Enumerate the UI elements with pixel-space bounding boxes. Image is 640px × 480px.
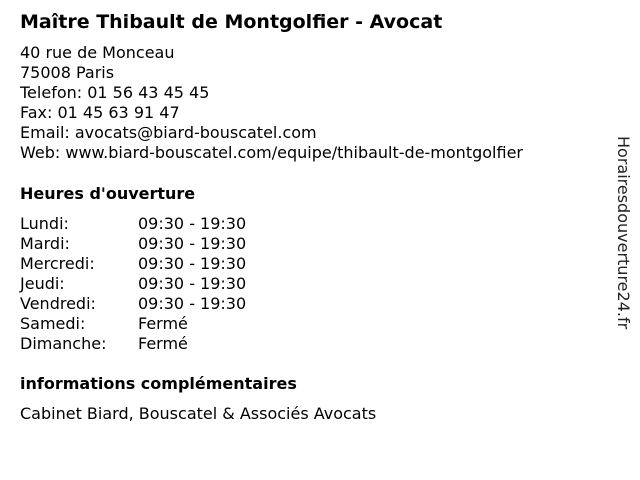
hours-row-friday: [20, 294, 246, 314]
day-label: Samedi:: [20, 314, 86, 333]
day-label: Lundi:: [20, 214, 69, 233]
day-hours: 09:30 - 19:30: [138, 294, 247, 313]
phone-number: Telefon: 01 56 43 45 45: [20, 83, 210, 102]
opening-hours-list: [20, 214, 246, 354]
day-hours: 09:30 - 19:30: [138, 234, 247, 253]
day-label: Dimanche:: [20, 334, 107, 353]
additional-info-heading: informations complémentaires: [20, 374, 297, 393]
day-hours: 09:30 - 19:30: [138, 214, 247, 233]
page-title: Maître Thibault de Montgolfier - Avocat: [20, 11, 443, 33]
contact-block: [20, 43, 523, 163]
fax-number: Fax: 01 45 63 91 47: [20, 103, 180, 122]
hours-row-sunday: [20, 334, 246, 354]
day-hours: 09:30 - 19:30: [138, 254, 247, 273]
site-brand-vertical: Horairesdouverture24.fr: [614, 136, 633, 330]
street-address: 40 rue de Monceau: [20, 43, 175, 62]
hours-row-saturday: [20, 314, 246, 334]
hours-row-wednesday: [20, 254, 246, 274]
city-postcode: 75008 Paris: [20, 63, 115, 82]
day-hours: Fermé: [138, 314, 188, 333]
website-address: Web: www.biard-bouscatel.com/equipe/thibault-de-montgolfier: [20, 143, 523, 162]
day-label: Vendredi:: [20, 294, 96, 313]
day-label: Mardi:: [20, 234, 70, 253]
day-label: Jeudi:: [20, 274, 65, 293]
hours-row-thursday: [20, 274, 246, 294]
opening-hours-heading: Heures d'ouverture: [20, 184, 196, 203]
day-label: Mercredi:: [20, 254, 95, 273]
hours-row-monday: [20, 214, 246, 234]
day-hours: 09:30 - 19:30: [138, 274, 247, 293]
email-address: Email: avocats@biard-bouscatel.com: [20, 123, 317, 142]
day-hours: Fermé: [138, 334, 188, 353]
hours-row-tuesday: [20, 234, 246, 254]
additional-info-text: Cabinet Biard, Bouscatel & Associés Avocats: [20, 404, 377, 423]
